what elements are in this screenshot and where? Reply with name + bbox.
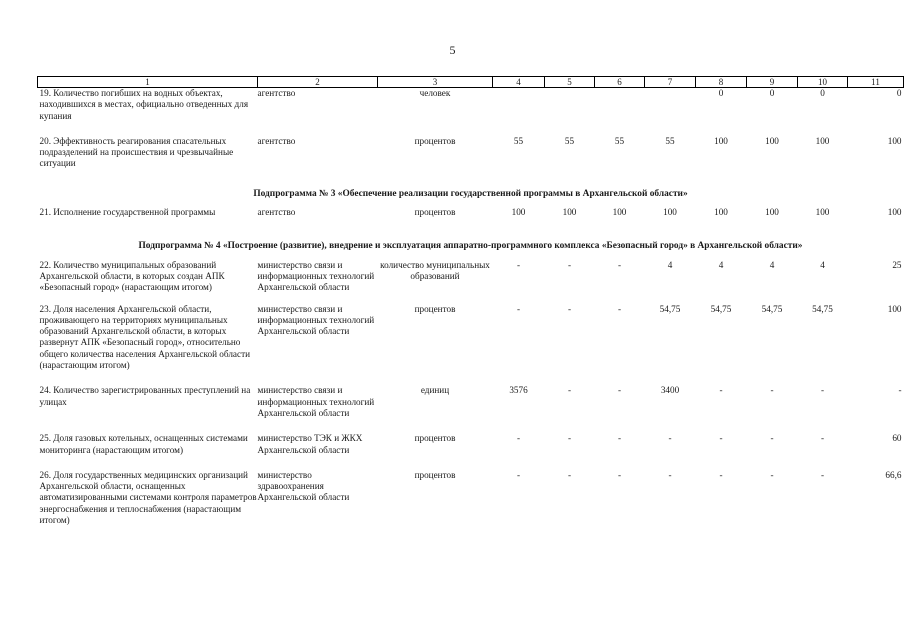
unit-of-measure: процентов (414, 135, 456, 146)
unit-of-measure: процентов (414, 433, 456, 444)
value-cell-11: 60 (892, 433, 902, 444)
value-cell-9: 100 (765, 207, 779, 218)
value-cell-11: 0 (896, 88, 902, 98)
value-cell-4 (493, 88, 545, 122)
value-cell-10: 100 (815, 135, 830, 146)
value-cell-4: - (516, 433, 521, 444)
table-row (38, 88, 904, 122)
row-spacer (38, 419, 904, 433)
responsible-executor: министерство связи и информационных технологий Архангельской области (257, 385, 375, 418)
value-cell-4: 100 (511, 207, 526, 218)
value-cell-6: 100 (612, 207, 627, 218)
unit-of-measure: процентов (414, 303, 456, 314)
value-cell-5: - (567, 469, 572, 480)
value-cell-7: - (668, 469, 672, 480)
value-cell-8: 100 (714, 135, 728, 146)
table-row (38, 433, 904, 456)
column-header-1: 1 (38, 77, 258, 88)
value-cell-10: 100 (815, 207, 830, 218)
value-cell-9: 4 (769, 259, 775, 270)
unit-of-measure: количество муниципальных образований (380, 259, 490, 281)
value-cell-11: - (898, 385, 902, 396)
row-spacer (38, 371, 904, 385)
indicator-name: 23. Доля населения Архангельской области, проживающего на территориях муниципальных образований Архангельской области, в которых развернут АПК «Безопасный город», относительно общего количества населения Архангельской области (нарастающим итогом) (39, 303, 251, 371)
indicator-name: 19. Количество погибших на водных объектах, находившихся в местах, официально отведенных для купания (39, 88, 249, 121)
value-cell-4: - (516, 259, 521, 270)
value-cell-4: 55 (513, 135, 524, 146)
value-cell-7: - (668, 433, 672, 444)
value-cell-4: 3576 (509, 385, 528, 396)
row-spacer-cell (38, 456, 904, 470)
value-cell-8: 0 (718, 88, 724, 98)
value-cell-10: 0 (820, 88, 825, 98)
unit-of-measure: человек (419, 88, 451, 98)
value-cell-10: - (820, 385, 825, 396)
value-cell-7: 100 (663, 207, 677, 218)
unit-of-measure: единиц (420, 385, 450, 396)
column-header-8: 8 (696, 77, 747, 88)
page-number: 5 (449, 43, 456, 57)
value-cell-6: - (617, 469, 622, 480)
row-spacer (38, 218, 904, 232)
value-cell-6 (595, 88, 645, 122)
value-cell-10: - (820, 433, 825, 444)
indicators-table (37, 76, 904, 526)
responsible-executor: министерство ТЭК и ЖКХ Архангельской области (257, 433, 363, 455)
value-cell-8: - (719, 433, 723, 444)
row-spacer (38, 456, 904, 470)
unit-of-measure: процентов (414, 207, 456, 218)
column-header-4: 4 (493, 77, 545, 88)
value-cell-6: - (617, 303, 622, 314)
value-cell-9: - (770, 469, 774, 480)
responsible-executor: агентство (257, 207, 296, 218)
value-cell-7 (645, 88, 696, 122)
value-cell-8: 100 (714, 207, 728, 218)
subprogram-header (38, 180, 904, 207)
subprogram-title: Подпрограмма № 4 «Построение (развитие), внедрение и эксплуатация аппаратно-программного комплекса «Безопасный город» в Архангельской области» (138, 241, 803, 252)
indicator-name: 25. Доля газовых котельных, оснащенных системами мониторинга (нарастающим итогом) (39, 433, 248, 455)
responsible-executor: агентство (257, 88, 296, 98)
row-spacer (38, 294, 904, 304)
indicator-name: 24. Количество зарегистрированных преступлений на улицах (39, 385, 251, 407)
value-cell-7: 54,75 (659, 303, 681, 314)
indicator-name: 26. Доля государственных медицинских организаций Архангельской области, оснащенных автоматизированными системами контроля параметров энергоснабжения и теплоснабжения (нарастающим итогом) (39, 469, 257, 526)
value-cell-10: - (820, 469, 825, 480)
value-cell-6: - (617, 385, 622, 396)
indicator-name: 22. Количество муниципальных образований Архангельской области, в которых создан АПК «Безопасный город» (нарастающим итогом) (39, 259, 225, 293)
column-header-3: 3 (378, 77, 493, 88)
value-cell-8: - (719, 469, 723, 480)
value-cell-10: 4 (820, 259, 825, 270)
row-spacer-cell (38, 419, 904, 433)
value-cell-9: - (770, 385, 774, 396)
value-cell-11: 100 (887, 207, 902, 218)
value-cell-6: 55 (614, 135, 625, 146)
value-cell-5: - (567, 303, 572, 314)
table-header-row (38, 77, 904, 88)
value-cell-5: 100 (562, 207, 577, 218)
value-cell-8: 4 (718, 259, 724, 270)
responsible-executor: агентство (257, 135, 296, 146)
value-cell-5 (545, 88, 595, 122)
value-cell-9: 54,75 (761, 303, 783, 314)
value-cell-7: 4 (667, 259, 673, 270)
responsible-executor: министерство здравоохранения Архангельской области (257, 469, 350, 503)
value-cell-7: 3400 (660, 385, 680, 396)
column-header-11: 11 (848, 77, 904, 88)
subprogram-header (38, 232, 904, 259)
value-cell-5: - (567, 259, 572, 270)
row-spacer-cell (38, 218, 904, 232)
table-row (38, 136, 904, 170)
table-body (38, 88, 904, 527)
value-cell-6: - (617, 433, 622, 444)
responsible-executor: министерство связи и информационных технологий Архангельской области (257, 303, 375, 337)
value-cell-4: - (516, 303, 521, 314)
column-header-7: 7 (645, 77, 696, 88)
value-cell-4: - (516, 469, 521, 480)
column-header-10: 10 (798, 77, 848, 88)
row-spacer-cell (38, 371, 904, 385)
column-header-9: 9 (747, 77, 798, 88)
value-cell-5: 55 (564, 135, 575, 146)
row-spacer-cell (38, 122, 904, 136)
value-cell-9: 0 (769, 88, 775, 98)
row-spacer (38, 170, 904, 180)
column-header-6: 6 (595, 77, 645, 88)
table-row (38, 207, 904, 218)
value-cell-7: 55 (665, 135, 675, 146)
table-row (38, 470, 904, 526)
table-row (38, 304, 904, 372)
column-header-5: 5 (545, 77, 595, 88)
value-cell-11: 25 (892, 259, 902, 270)
value-cell-10: 54,75 (812, 303, 833, 314)
value-cell-8: - (719, 385, 723, 396)
row-spacer-cell (38, 294, 904, 304)
subprogram-title: Подпрограмма № 3 «Обеспечение реализации государственной программы в Архангельской области» (253, 188, 688, 199)
unit-of-measure: процентов (414, 469, 456, 480)
value-cell-9: 100 (765, 135, 779, 146)
value-cell-11: 66,6 (885, 469, 902, 480)
value-cell-8: 54,75 (710, 303, 732, 314)
indicator-name: 20. Эффективность реагирования спасательных подразделений на происшествия и чрезвычайные ситуации (39, 135, 234, 169)
value-cell-6: - (617, 259, 622, 270)
value-cell-11: 100 (887, 303, 902, 314)
value-cell-5: - (567, 385, 572, 396)
value-cell-5: - (567, 433, 572, 444)
column-header-2: 2 (258, 77, 378, 88)
table-row (38, 260, 904, 294)
value-cell-11: 100 (887, 135, 902, 146)
row-spacer (38, 122, 904, 136)
responsible-executor: министерство связи и информационных технологий Архангельской области (257, 259, 375, 293)
table-row (38, 385, 904, 419)
value-cell-9: - (770, 433, 774, 444)
indicator-name: 21. Исполнение государственной программы (39, 207, 216, 218)
row-spacer-cell (38, 170, 904, 180)
